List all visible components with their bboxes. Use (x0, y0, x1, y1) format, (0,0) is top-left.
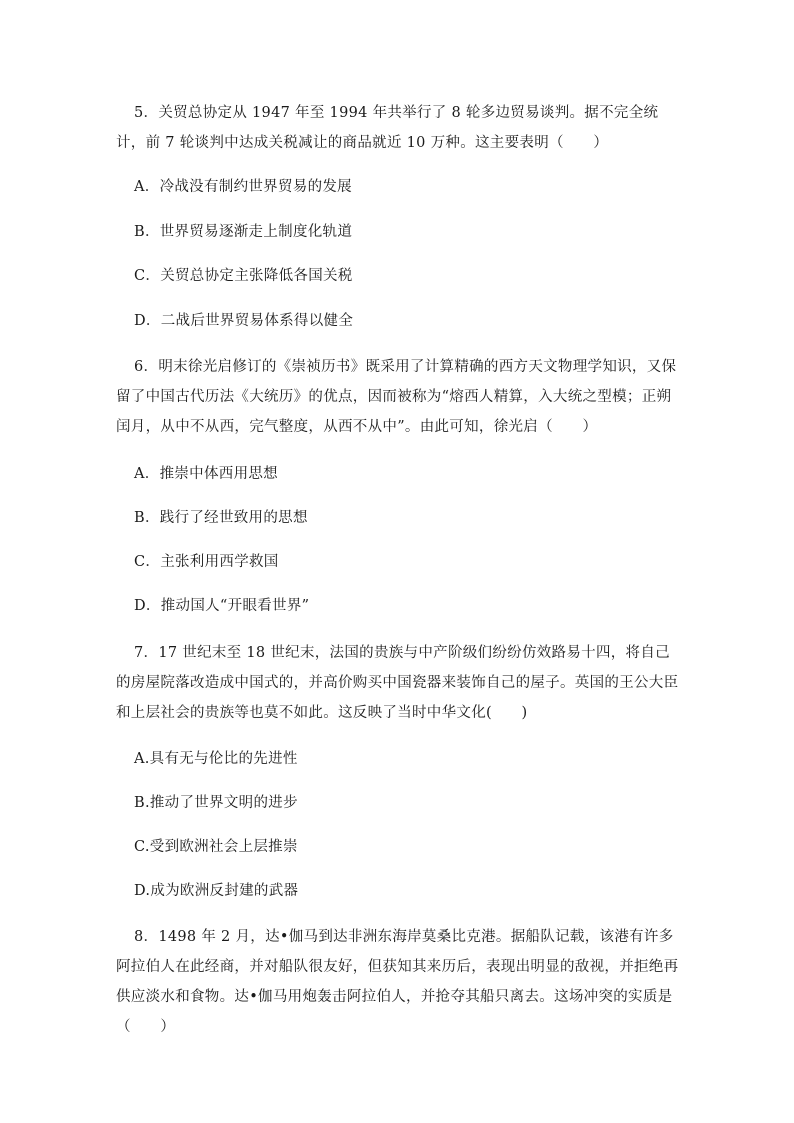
question-5-option-b: B．世界贸易逐渐走上制度化轨道 (134, 224, 353, 240)
question-5-option-c: C．关贸总协定主张降低各国关税 (134, 268, 353, 284)
question-5-stem: 5．关贸总协定从 1947 年至 1994 年共举行了 8 轮多边贸易谈判。据不完全统计，前 7 轮谈判中达成关税减让的商品就近 10 万种。这主要表明（ ） (116, 105, 659, 151)
question-5-option-a: A．冷战没有制约世界贸易的发展 (134, 179, 352, 195)
question-6-option-c: C．主张利用西学救国 (134, 554, 279, 570)
question-7-option-b: B.推动了世界文明的进步 (134, 795, 298, 811)
question-7-stem: 7．17 世纪末至 18 世纪末，法国的贵族与中产阶级们纷纷仿效路易十四，将自己的房屋院落改造成中国式的，并高价购买中国瓷器来装饰自己的屋子。英国的王公大臣和上层社会的贵族等也莫不如此。这反映了当时中华文化( ) (116, 645, 679, 721)
question-7-option-a: A.具有无与伦比的先进性 (134, 751, 298, 767)
question-5-option-d: D．二战后世界贸易体系得以健全 (134, 313, 354, 329)
question-7-option-c: C.受到欧洲社会上层推崇 (134, 839, 298, 855)
question-6-option-d: D．推动国人“开眼看世界” (134, 598, 310, 614)
question-6-option-b: B．践行了经世致用的思想 (134, 510, 308, 526)
question-6-stem: 6．明末徐光启修订的《崇祯历书》既采用了计算精确的西方天文物理学知识，又保留了中国古代历法《大统历》的优点，因而被称为“熔西人精算，入大统之型模；正朔闰月，从中不从西，完气整度，从西不从中”。由此可知，徐光启（ ） (116, 359, 677, 435)
question-7-option-d: D.成为欧洲反封建的武器 (134, 883, 299, 899)
question-8-stem: 8．1498 年 2 月，达•伽马到达非洲东海岸莫桑比克港。据船队记载，该港有许多阿拉伯人在此经商，并对船队很友好，但获知其来历后，表现出明显的敌视，并拒绝再供应淡水和食物。达•伽马用炮轰击阿拉伯人，并抢夺其船只离去。这场冲突的实质是（ ） (116, 929, 679, 1035)
question-6-option-a: A．推崇中体西用思想 (134, 466, 278, 482)
